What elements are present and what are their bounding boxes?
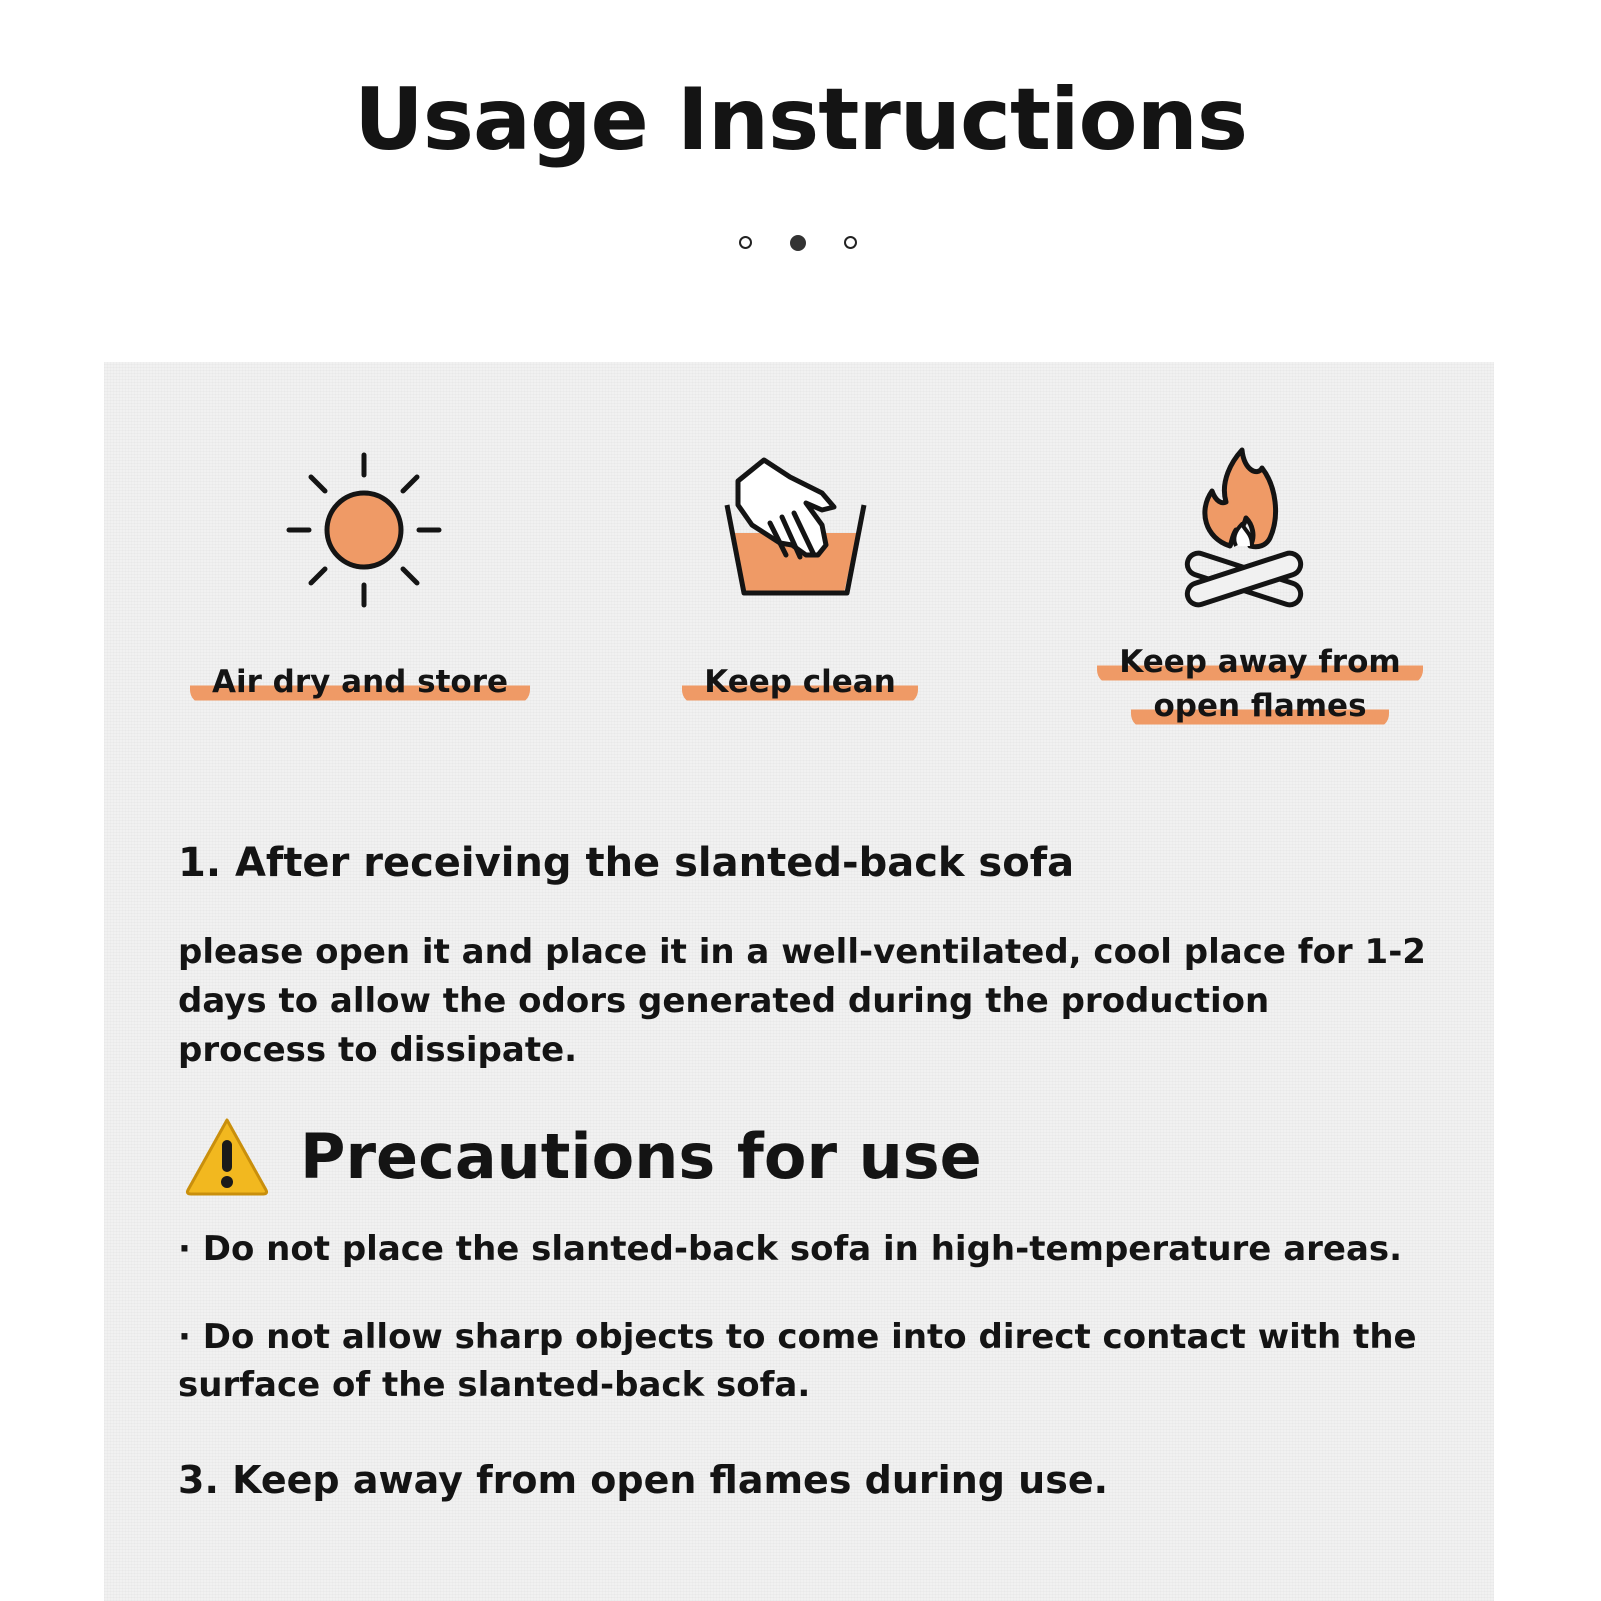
pager-dot-2-active[interactable] [790, 235, 806, 251]
hand-wash-icon [722, 455, 872, 605]
sun-icon [284, 450, 444, 610]
pager-dot-3[interactable] [844, 236, 857, 249]
warning-icon [184, 1116, 270, 1196]
pager-dot-1[interactable] [739, 236, 752, 249]
air-dry-label-text: Air dry and store [190, 660, 530, 704]
page-title: Usage Instructions [353, 70, 1248, 170]
step-3-text: 3. Keep away from open flames during use. [178, 1458, 1109, 1502]
step-1-heading: 1. After receiving the slanted-back sofa [178, 840, 1075, 886]
carousel-pager [0, 236, 1601, 256]
campfire-icon [1180, 446, 1310, 616]
open-flames-label-line-1: Keep away from [1097, 640, 1422, 684]
precautions-title: Precautions for use [300, 1120, 982, 1193]
precaution-item-2: · Do not allow sharp objects to come into direct contact with the surface of the slanted-back sofa. [178, 1317, 1417, 1405]
precaution-item-1: · Do not place the slanted-back sofa in high-temperature areas. [178, 1229, 1403, 1269]
open-flames-label [1060, 640, 1460, 728]
air-dry-label [160, 660, 560, 704]
step-1-body: please open it and place it in a well-ventilated, cool place for 1-2 days to allow the odors generated during the production process to dissipate. [178, 932, 1426, 1070]
keep-clean-label-text: Keep clean [682, 660, 918, 704]
keep-clean-label [600, 660, 1000, 704]
open-flames-label-line-2: open flames [1131, 684, 1388, 728]
